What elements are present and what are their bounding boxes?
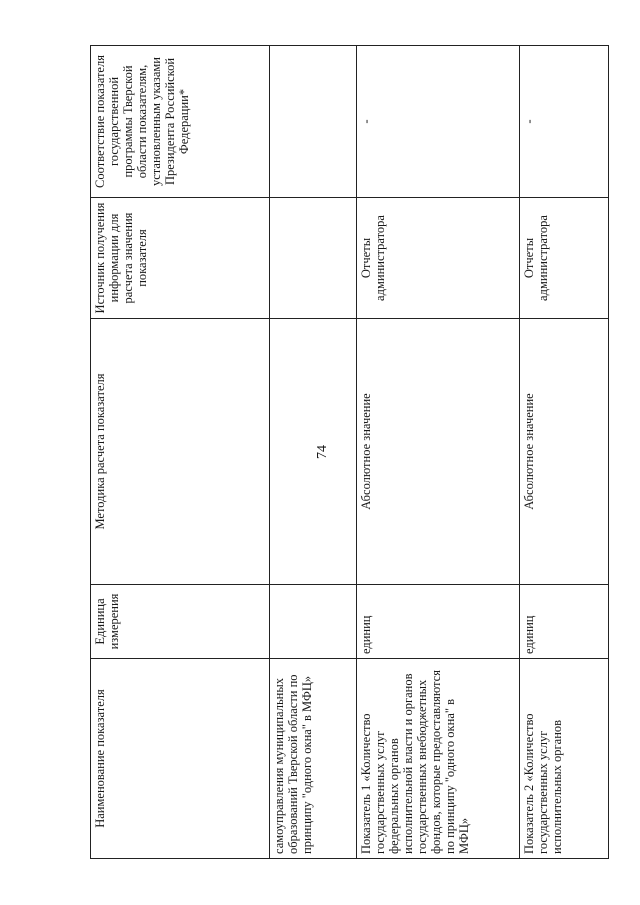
cell-source: Отчеты администратора: [520, 198, 609, 319]
table-row: [357, 46, 520, 859]
cell-unit: [270, 585, 357, 659]
cell-method: [270, 319, 357, 585]
header-cell-method: Методика расчета показателя: [91, 319, 270, 585]
table-row: [520, 46, 609, 859]
cell-method: Абсолютное значение: [357, 319, 520, 585]
header-cell-compliance: Соответствие показателя государственной программы Тверской области показателям, установленным указами Президента Российской Федерации*: [91, 46, 270, 198]
table-header-row: [91, 46, 270, 859]
cell-method: Абсолютное значение: [520, 319, 609, 585]
header-cell-source: Источник получения информации для расчета значения показателя: [91, 198, 270, 319]
table-row: [270, 46, 357, 859]
cell-unit: единиц: [520, 585, 609, 659]
header-cell-unit: Единица измерения: [91, 585, 270, 659]
cell-source: [270, 198, 357, 319]
cell-unit: единиц: [357, 585, 520, 659]
cell-compliance: -: [357, 46, 520, 198]
cell-compliance: -: [520, 46, 609, 198]
page-number: 74: [315, 445, 330, 459]
cell-name: Показатель 1 «Количество государственных услуг федеральных органов исполнительной власти и органов государственных внебюджетных фондов, которые предоставляются по принципу "одного окна" в МФЦ»: [357, 659, 520, 859]
indicator-table: [90, 45, 609, 859]
cell-name: Показатель 2 «Количество государственных услуг исполнительных органов: [520, 659, 609, 859]
cell-compliance: [270, 46, 357, 198]
rotated-page-content: [90, 46, 608, 859]
header-cell-name: Наименование показателя: [91, 659, 270, 859]
cell-name: самоуправления муниципальных образований Тверской области по принципу "одного окна" в МФЦ»: [270, 659, 357, 859]
cell-source: Отчеты администратора: [357, 198, 520, 319]
